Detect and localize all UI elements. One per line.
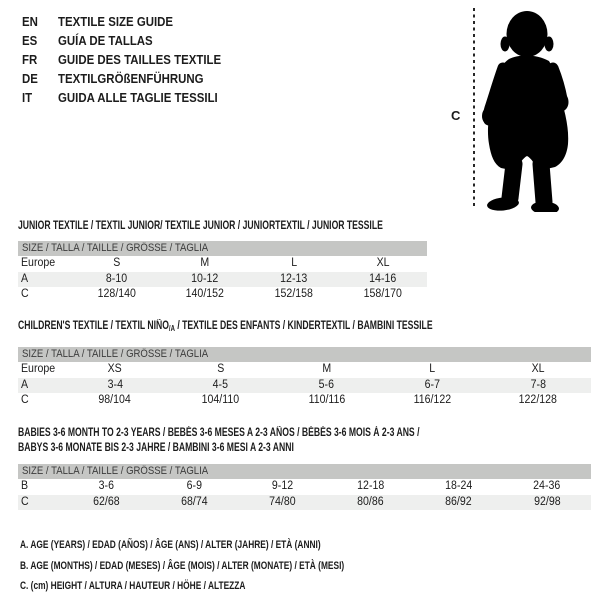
age-cell: 12-13 — [280, 272, 308, 285]
nino-a-subscript: /A — [168, 324, 175, 333]
table-row-europe — [18, 362, 591, 378]
language-label: GUIDE DES TAILLES TEXTILE — [58, 52, 222, 67]
table-row-europe — [18, 256, 427, 272]
size-cell: S — [217, 363, 225, 375]
row-label: A — [21, 272, 29, 285]
height-cell: 152/158 — [274, 288, 313, 300]
language-label: TEXTILE SIZE GUIDE — [58, 14, 174, 29]
language-row — [22, 12, 243, 31]
height-cell: 116/122 — [413, 394, 452, 406]
language-row — [22, 69, 243, 88]
height-cell: 122/128 — [518, 394, 558, 406]
size-cell: L — [429, 363, 436, 375]
height-cell: 92/98 — [533, 495, 561, 508]
language-code: FR — [22, 52, 38, 67]
height-cell: 80/86 — [357, 495, 384, 508]
height-cell: 62/68 — [92, 495, 120, 508]
toddler-silhouette-image — [479, 6, 579, 212]
age-cell: 8-10 — [105, 272, 127, 285]
table-row-age — [18, 378, 591, 394]
table-row-height — [18, 393, 591, 409]
language-code: EN — [22, 14, 38, 29]
table-row-age-months — [18, 479, 591, 495]
height-measure-label: C — [451, 108, 461, 123]
size-cell: XS — [107, 363, 122, 375]
table-row-height — [18, 287, 427, 303]
language-label: TEXTILGRÖßENFÜHRUNG — [58, 71, 204, 86]
language-title-block — [22, 12, 243, 107]
height-cell: 86/92 — [445, 495, 473, 508]
age-cell: 5-6 — [318, 378, 335, 391]
height-cell: 158/170 — [363, 288, 402, 300]
row-label: Europe — [21, 363, 56, 375]
language-code: ES — [22, 33, 38, 48]
height-cell: 68/74 — [181, 495, 208, 508]
age-cell: 18-24 — [445, 480, 473, 492]
language-code: IT — [22, 90, 33, 105]
junior-size-table — [18, 241, 427, 303]
height-cell: 140/152 — [185, 288, 225, 300]
note-age-years: A. AGE (YEARS) / EDAD (AÑOS) / ÂGE (ANS) / ALTER (JAHRE) / ETÀ (ANNI) — [20, 539, 321, 551]
age-cell: 10-12 — [191, 272, 219, 285]
table-row-height — [18, 495, 591, 511]
row-label: C — [21, 288, 29, 300]
age-cell: 3-4 — [107, 378, 123, 391]
age-cell: 24-36 — [533, 480, 561, 492]
language-row — [22, 88, 243, 107]
size-header-bar: SIZE / TALLA / TAILLE / GRÖSSE / TAGLIA — [18, 241, 427, 256]
height-cell: 128/140 — [97, 288, 136, 300]
age-cell: 6-7 — [424, 378, 440, 391]
language-row — [22, 50, 243, 69]
children-size-table — [18, 347, 591, 409]
age-cell: 14-16 — [369, 272, 397, 285]
row-label: Europe — [21, 257, 56, 269]
size-header-bar: SIZE / TALLA / TAILLE / GRÖSSE / TAGLIA — [18, 347, 591, 362]
height-cell: 110/116 — [308, 394, 345, 406]
age-cell: 7-8 — [530, 378, 546, 391]
size-cell: S — [112, 257, 120, 269]
size-cell: M — [200, 257, 210, 269]
age-cell: 9-12 — [271, 480, 294, 492]
row-label: A — [21, 378, 29, 391]
row-label: C — [21, 495, 29, 508]
height-cell: 104/110 — [201, 394, 240, 406]
size-cell: L — [290, 257, 297, 269]
language-label: GUIDA ALLE TAGLIE TESSILI — [58, 90, 218, 105]
language-label: GUÍA DE TALLAS — [58, 33, 153, 48]
height-cell: 98/104 — [98, 394, 132, 406]
children-table-title: CHILDREN'S TEXTILE / TEXTIL NIÑO/A / TEXTILE DES ENFANTS / KINDERTEXTIL / BAMBINI TESSILE — [18, 320, 433, 333]
junior-table-title: JUNIOR TEXTILE / TEXTIL JUNIOR/ TEXTILE JUNIOR / JUNIORTEXTIL / JUNIOR TESSILE — [18, 220, 383, 232]
height-cell: 74/80 — [269, 495, 296, 508]
row-label: B — [21, 480, 29, 492]
size-cell: M — [322, 363, 331, 375]
language-row — [22, 31, 243, 50]
babies-size-table — [18, 464, 591, 510]
size-cell: XL — [531, 363, 545, 375]
babies-table-title: BABIES 3-6 MONTH TO 2-3 YEARS / BEBÉS 3-6 MESES A 2-3 AÑOS / BÉBÉS 3-6 MOIS À 2-3 ANS / BABYS 3-6 MONATE BIS 2-3 JAHRE / BAMBINI 3-6 MESI A 2-3 ANNI — [18, 427, 420, 454]
legend-notes — [20, 535, 447, 597]
row-label: C — [21, 394, 29, 406]
size-cell: XL — [376, 257, 390, 269]
note-age-months: B. AGE (MONTHS) / EDAD (MESES) / ÂGE (MOIS) / ALTER (MONATE) / ETÀ (MESI) — [20, 559, 345, 572]
language-code: DE — [22, 71, 38, 86]
age-cell: 6-9 — [186, 480, 202, 492]
age-cell: 12-18 — [357, 480, 385, 492]
height-dashed-line — [473, 8, 475, 206]
age-cell: 4-5 — [213, 378, 229, 391]
age-cell: 3-6 — [98, 480, 114, 492]
note-height-cm: C. (cm) HEIGHT / ALTURA / HAUTEUR / HÖHE / ALTEZZA — [20, 580, 246, 592]
table-row-age — [18, 272, 427, 288]
size-header-bar: SIZE / TALLA / TAILLE / GRÖSSE / TAGLIA — [18, 464, 591, 479]
